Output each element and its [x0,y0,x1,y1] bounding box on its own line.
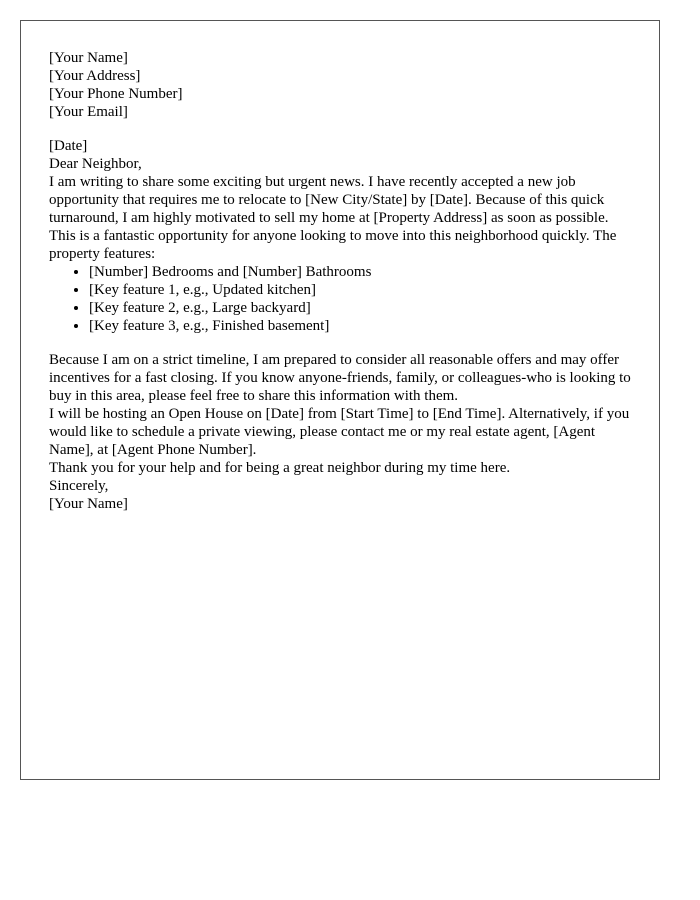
feature-item: • [Key feature 3, e.g., Finished basement] [89,317,631,335]
sender-email: [Your Email] [49,104,128,120]
sender-block [49,49,631,121]
letter-page [20,20,660,780]
feature-item: • [Key feature 1, e.g., Updated kitchen] [89,281,631,299]
features-list [49,263,631,335]
paragraph-thanks: Thank you for your help and for being a great neighbor during my time here. [49,460,511,476]
letter-date: [Date] [49,138,88,154]
sender-address: [Your Address] [49,68,141,84]
paragraph-intro: I am writing to share some exciting but urgent news. I have recently accepted a new job opportunity that requires me to relocate to [New City/State] by [Date]. Because of this quick turnaround, I am highly motivated to sell my home at [Property Address] as soon as possible. [49,174,609,226]
paragraph-open-house: I will be hosting an Open House on [Date] from [Start Time] to [End Time]. Alternatively, if you would like to schedule a private viewing, please contact me or my real estate agent, [Agent Name], at [Agent Phone Number]. [49,406,630,458]
sender-name: [Your Name] [49,50,128,66]
closing: Sincerely, [49,478,109,494]
signature: [Your Name] [49,496,128,512]
feature-item: • [Key feature 2, e.g., Large backyard] [89,299,631,317]
feature-item: • [Number] Bedrooms and [Number] Bathrooms [89,263,631,281]
salutation: Dear Neighbor, [49,156,142,172]
paragraph-opportunity: This is a fantastic opportunity for anyone looking to move into this neighborhood quickly. The property features: [49,228,617,262]
paragraph-timeline: Because I am on a strict timeline, I am prepared to consider all reasonable offers and may offer incentives for a fast closing. If you know anyone-friends, family, or colleagues-who is looking to buy in this area, please feel free to share this information with them. [49,352,631,404]
sender-phone: [Your Phone Number] [49,86,183,102]
